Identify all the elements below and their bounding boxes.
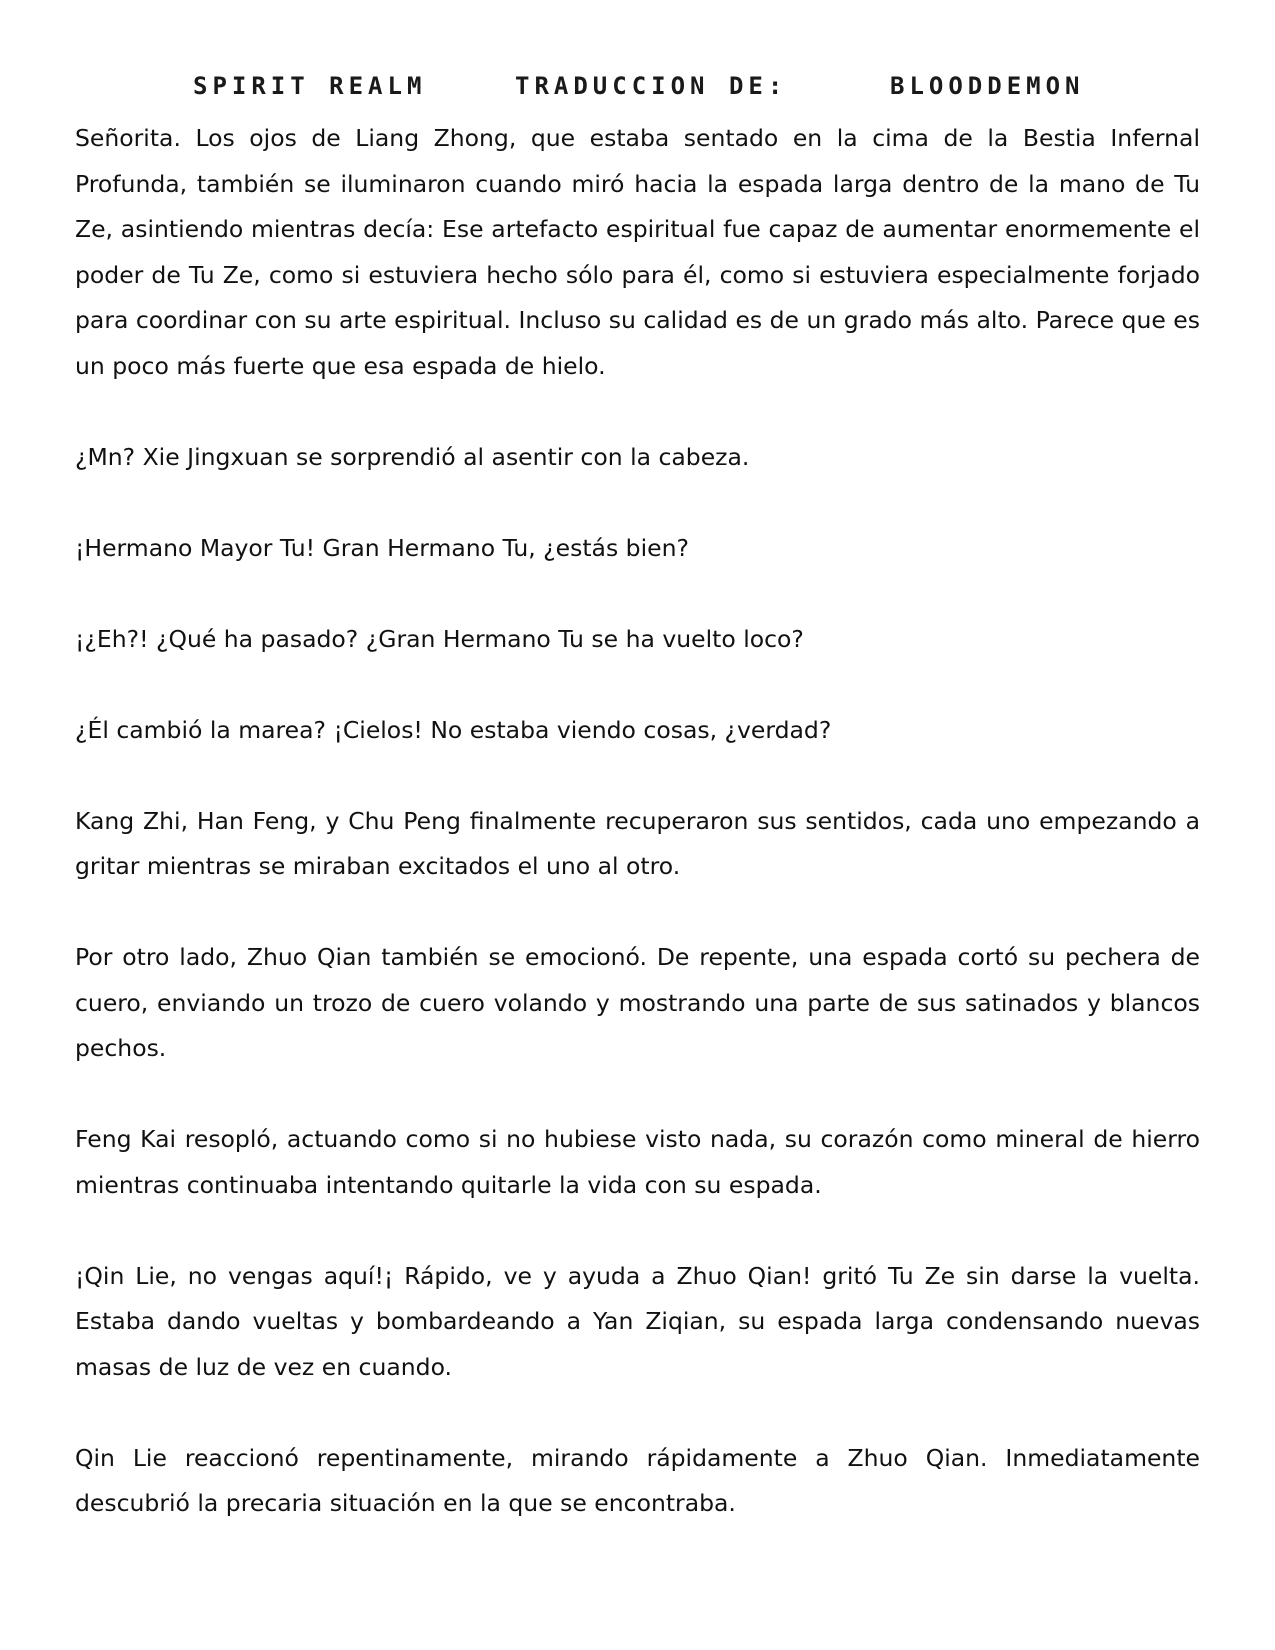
paragraph: Kang Zhi, Han Feng, y Chu Peng finalmente recuperaron sus sentidos, cada uno empezando a gritar mientras se miraban excitados el uno al otro.	[75, 806, 1200, 880]
paragraph: ¿Él cambió la marea? ¡Cielos! No estaba viendo cosas, ¿verdad?	[75, 715, 832, 744]
paragraph: ¡Qin Lie, no vengas aquí!¡ Rápido, ve y ayuda a Zhuo Qian! gritó Tu Ze sin darse la vuelta. Estaba dando vueltas y bombardeando a Yan Ziqian, su espada larga condensando nuevas masas de luz de vez en cuando.	[75, 1261, 1200, 1381]
paragraph: Feng Kai resopló, actuando como si no hubiese visto nada, su corazón como mineral de hierro mientras continuaba intentando quitarle la vida con su espada.	[75, 1125, 1200, 1199]
header-translator: BLOODDEMON	[890, 72, 1085, 100]
header-title: SPIRIT REALM	[193, 72, 427, 100]
paragraph: Señorita. Los ojos de Liang Zhong, que estaba sentado en la cima de la Bestia Infernal Profunda, también se iluminaron cuando miró hacia la espada larga dentro de la mano de Tu Ze, asintiendo mientras decía: Ese artefacto espiritual fue capaz de aumentar enormemente el poder de Tu Ze, como si estuviera hecho sólo para él, como si estuviera especialmente forjado para coordinar con su arte espiritual. Incluso su calidad es de un grado más alto. Parece que es un poco más fuerte que esa espada de hielo.	[75, 124, 1200, 380]
document-body	[75, 116, 1200, 1527]
paragraph: ¡¿Eh?! ¿Qué ha pasado? ¿Gran Hermano Tu se ha vuelto loco?	[75, 624, 804, 653]
paragraph: Por otro lado, Zhuo Qian también se emocionó. De repente, una espada cortó su pechera de cuero, enviando un trozo de cuero volando y mostrando una parte de sus satinados y blancos pechos.	[75, 943, 1200, 1062]
page-header	[0, 72, 1275, 112]
paragraph: ¡Hermano Mayor Tu! Gran Hermano Tu, ¿estás bien?	[75, 533, 689, 562]
header-translation-label: TRADUCCION DE:	[515, 72, 788, 100]
paragraph: Qin Lie reaccionó repentinamente, mirando rápidamente a Zhuo Qian. Inmediatamente descubrió la precaria situación en la que se encontraba.	[75, 1443, 1200, 1517]
paragraph: ¿Mn? Xie Jingxuan se sorprendió al asentir con la cabeza.	[75, 442, 750, 471]
